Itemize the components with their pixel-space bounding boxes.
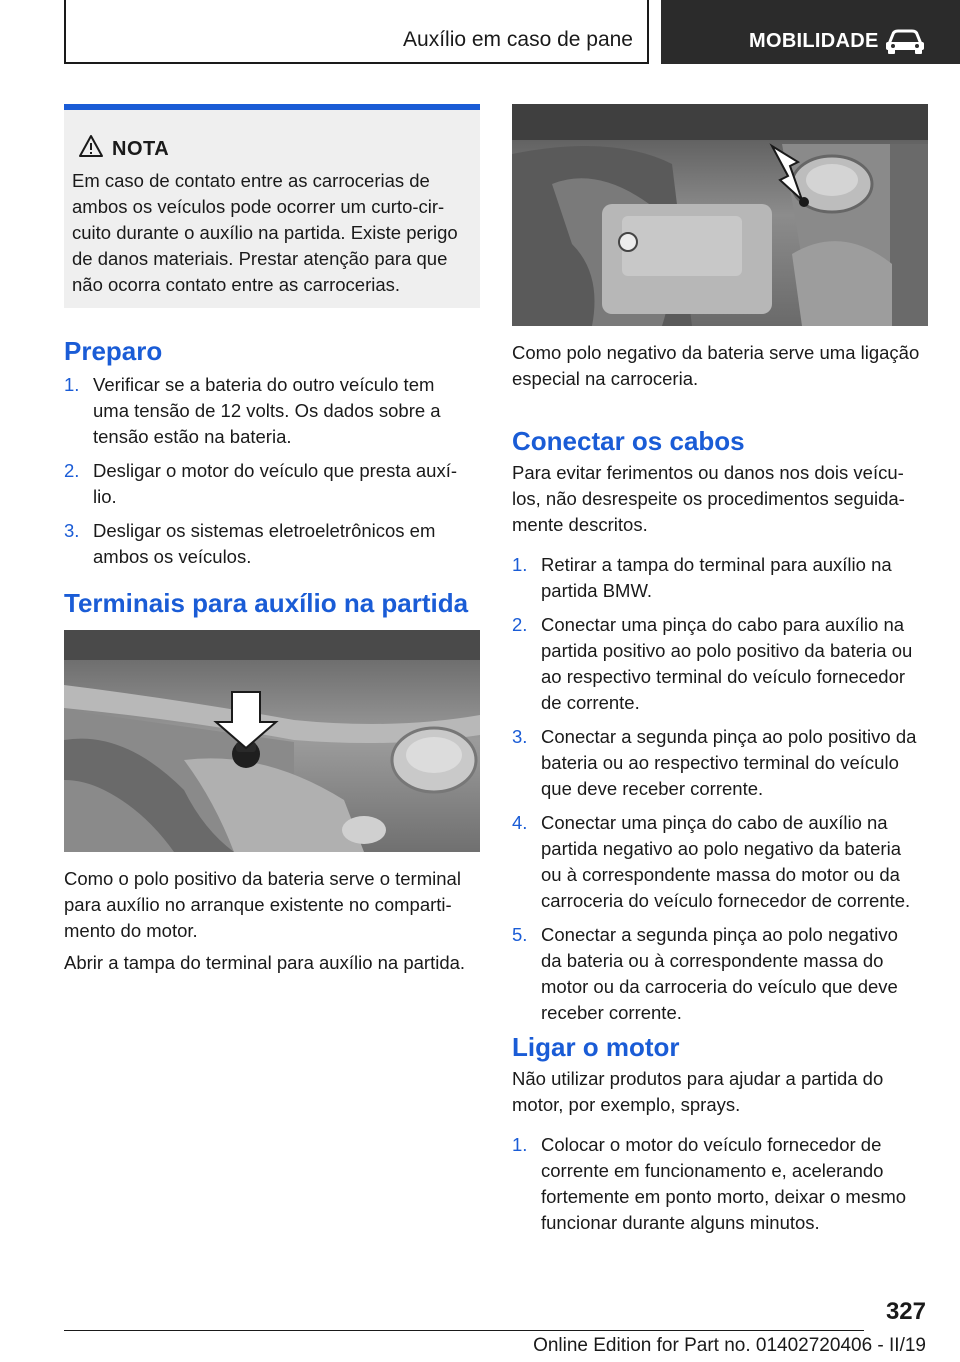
preparo-steps bbox=[64, 372, 480, 578]
step-number: 1. bbox=[64, 374, 80, 395]
list-item bbox=[512, 724, 928, 802]
step-number: 3. bbox=[64, 520, 80, 541]
step-line: lio. bbox=[93, 486, 117, 507]
list-item bbox=[512, 612, 928, 716]
footer-divider bbox=[64, 1330, 864, 1331]
step-line: de corrente. bbox=[541, 692, 640, 713]
step-line: receber corrente. bbox=[541, 1002, 682, 1023]
step-line: Conectar uma pinça do cabo para auxílio na bbox=[541, 614, 905, 635]
step-line: Colocar o motor do veículo fornecedor de bbox=[541, 1134, 882, 1155]
step-line: da bateria ou à correspondente massa do bbox=[541, 950, 884, 971]
step-line: funcionar durante alguns minutos. bbox=[541, 1212, 820, 1233]
step-number: 2. bbox=[512, 614, 528, 635]
section-title: MOBILIDADE bbox=[749, 30, 879, 52]
step-line: que deve receber corrente. bbox=[541, 778, 764, 799]
list-item bbox=[512, 552, 928, 604]
step-line: tensão estão na bateria. bbox=[93, 426, 292, 447]
warning-triangle-icon bbox=[78, 134, 104, 158]
step-line: Conectar a segunda pinça ao polo positivo da bbox=[541, 726, 917, 747]
caption-line: Como polo negativo da bateria serve uma ligação bbox=[512, 342, 920, 363]
step-line: corrente em funcionamento e, acelerando bbox=[541, 1160, 884, 1181]
page-number: 327 bbox=[885, 1298, 926, 1325]
step-number: 5. bbox=[512, 924, 528, 945]
step-line: Desligar os sistemas eletroeletrônicos em bbox=[93, 520, 436, 541]
heading-terminais: Terminais para auxílio na partida bbox=[64, 588, 469, 618]
terminais-caption bbox=[64, 866, 480, 944]
note-line: cuito durante o auxílio na partida. Existe perigo bbox=[72, 222, 458, 243]
note-title: NOTA bbox=[112, 138, 170, 160]
caption-line: Como o polo positivo da bateria serve o terminal bbox=[64, 868, 461, 889]
caption-line: mento do motor. bbox=[64, 920, 198, 941]
step-number: 1. bbox=[512, 1134, 528, 1155]
step-line: uma tensão de 12 volts. Os dados sobre a bbox=[93, 400, 441, 421]
intro-line: mente descritos. bbox=[512, 514, 648, 535]
step-line: Retirar a tampa do terminal para auxílio na bbox=[541, 554, 892, 575]
step-line: Desligar o motor do veículo que presta auxí- bbox=[93, 460, 458, 481]
step-line: ambos os veículos. bbox=[93, 546, 252, 567]
heading-preparo: Preparo bbox=[64, 336, 163, 366]
note-text bbox=[72, 168, 476, 298]
engine-illustration bbox=[512, 104, 928, 326]
list-item bbox=[64, 458, 480, 510]
note-line: Em caso de contato entre as carrocerias de bbox=[72, 170, 430, 191]
ligar-steps bbox=[512, 1132, 928, 1244]
list-item bbox=[512, 1132, 928, 1236]
caption-line: para auxílio no arranque existente no comparti- bbox=[64, 894, 452, 915]
step-line: motor ou da carroceria do veículo que deve bbox=[541, 976, 898, 997]
list-item bbox=[512, 922, 928, 1026]
note-line: ambos os veículos pode ocorrer um curto-cir- bbox=[72, 196, 445, 217]
intro-line: Para evitar ferimentos ou danos nos dois veícu- bbox=[512, 462, 904, 483]
step-line: Conectar uma pinça do cabo de auxílio na bbox=[541, 812, 888, 833]
intro-line: los, não desrespeite os procedimentos seguida- bbox=[512, 488, 905, 509]
step-line: bateria ou ao respectivo terminal do veículo bbox=[541, 752, 899, 773]
list-item bbox=[64, 518, 480, 570]
step-number: 1. bbox=[512, 554, 528, 575]
note-line: não ocorra contato entre as carrocerias. bbox=[72, 274, 401, 295]
step-line: Verificar se a bateria do outro veículo tem bbox=[93, 374, 435, 395]
heading-conectar: Conectar os cabos bbox=[512, 426, 745, 456]
header-section-box bbox=[661, 0, 960, 64]
step-line: ou à correspondente massa do motor ou da bbox=[541, 864, 900, 885]
step-line: partida negativo ao polo negativo da bateria bbox=[541, 838, 901, 859]
step-number: 4. bbox=[512, 812, 528, 833]
caption-line: especial na carroceria. bbox=[512, 368, 699, 389]
step-line: carroceria do veículo fornecedor de corrente. bbox=[541, 890, 911, 911]
car-icon bbox=[884, 27, 926, 55]
heading-ligar: Ligar o motor bbox=[512, 1032, 680, 1062]
engine-illustration bbox=[64, 630, 480, 852]
list-item bbox=[64, 372, 480, 450]
list-item bbox=[512, 810, 928, 914]
ligar-intro bbox=[512, 1066, 928, 1118]
step-line: ao respectivo terminal do veículo fornecedor bbox=[541, 666, 906, 687]
step-line: Conectar a segunda pinça ao polo negativo bbox=[541, 924, 898, 945]
intro-line: motor, por exemplo, sprays. bbox=[512, 1094, 741, 1115]
edition-text: Online Edition for Part no. 01402720406 - II/19 bbox=[533, 1335, 926, 1356]
step-number: 3. bbox=[512, 726, 528, 747]
step-number: 2. bbox=[64, 460, 80, 481]
conectar-steps bbox=[512, 552, 928, 1034]
note-box bbox=[64, 104, 480, 308]
conectar-intro bbox=[512, 460, 928, 538]
step-line: partida positivo ao polo positivo da bateria ou bbox=[541, 640, 913, 661]
chapter-title: Auxílio em caso de pane bbox=[403, 28, 633, 51]
step-line: partida BMW. bbox=[541, 580, 653, 601]
intro-line: Não utilizar produtos para ajudar a partida do bbox=[512, 1068, 884, 1089]
header-chapter-box bbox=[64, 0, 649, 64]
negative-caption bbox=[512, 340, 928, 392]
engine-bay-photo-negative bbox=[512, 104, 928, 326]
engine-bay-photo-positive bbox=[64, 630, 480, 852]
note-line: de danos materiais. Prestar atenção para que bbox=[72, 248, 448, 269]
terminais-instruction: Abrir a tampa do terminal para auxílio na partida. bbox=[64, 952, 466, 973]
step-line: fortemente em ponto morto, deixar o mesmo bbox=[541, 1186, 907, 1207]
